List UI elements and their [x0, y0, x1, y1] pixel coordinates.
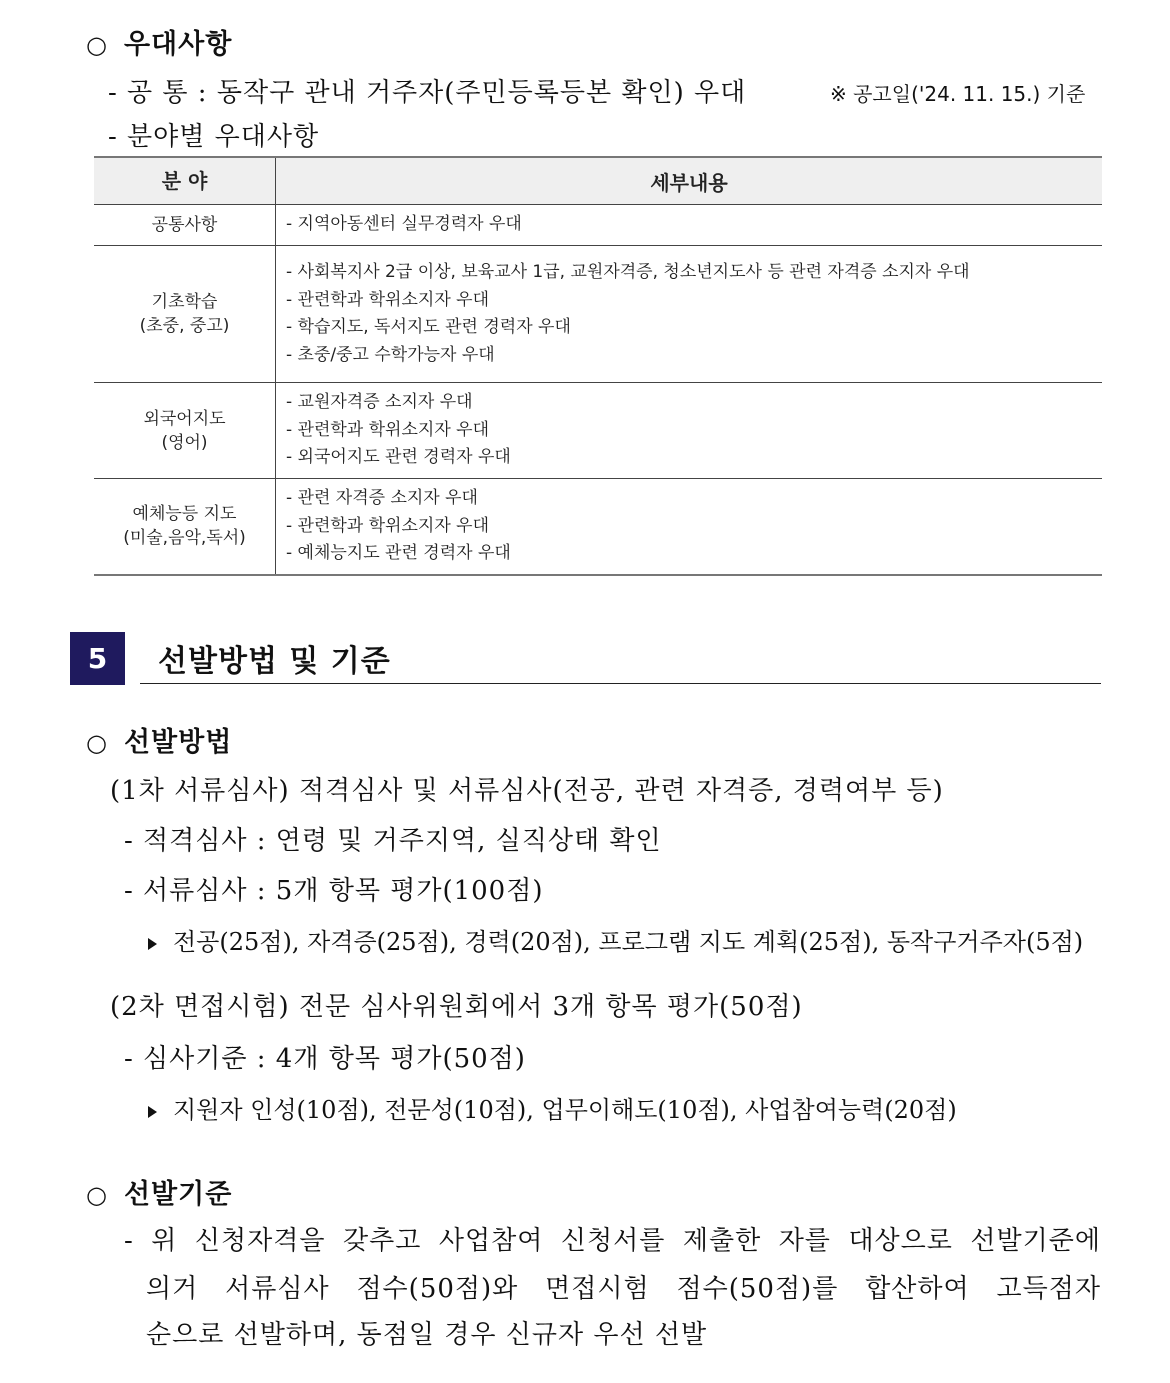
stage2-item: - 심사기준 : 4개 항목 평가(50점) [124, 1044, 526, 1074]
header-details: 세부내용 [276, 157, 1103, 205]
stage1-line: (1차 서류심사) 적격심사 및 서류심사(전공, 관련 자격증, 경력여부 등) [110, 776, 944, 806]
by-field-line: - 분야별 우대사항 [108, 122, 320, 152]
field-sublabel: (미술,음악,독서) [123, 528, 246, 549]
section-divider [140, 683, 1101, 684]
detail-line: - 관련학과 학위소지자 우대 [286, 419, 489, 440]
common-preference-note: ※ 공고일('24. 11. 15.) 기준 [830, 82, 1086, 106]
circle-bullet-icon: ○ [86, 729, 108, 757]
detail-line: - 예체능지도 관련 경력자 우대 [286, 543, 511, 563]
triangle-bullet-icon [148, 1106, 157, 1118]
criteria-line: 순으로 선발하며, 동점일 경우 신규자 우선 선발 [146, 1320, 708, 1350]
method-heading [86, 720, 232, 759]
common-preference-text: - 공 통 : 동작구 관내 거주자(주민등록등본 확인) 우대 [108, 78, 747, 108]
stage2-detail-text: 지원자 인성(10점), 전문성(10점), 업무이해도(10점), 사업참여능력(20점) [173, 1096, 957, 1124]
field-cell [94, 205, 276, 246]
detail-line: - 관련 자격증 소지자 우대 [286, 488, 478, 508]
field-label: 기초학습 [151, 292, 218, 312]
field-cell [94, 383, 276, 479]
table-row [94, 246, 1102, 383]
field-sublabel: (초중, 중고) [139, 316, 230, 336]
field-sublabel: (영어) [161, 432, 208, 453]
stage1-detail [148, 922, 1083, 957]
common-preference-line [108, 72, 746, 109]
stage1-item: - 적격심사 : 연령 및 거주지역, 실직상태 확인 [124, 826, 662, 856]
criteria-line: 의거 서류심사 점수(50점)와 면접시험 점수(50점)를 합산하여 고득점자 [146, 1274, 1101, 1304]
detail-line: - 교원자격증 소지자 우대 [286, 392, 473, 413]
detail-line: - 외국어지도 관련 경력자 우대 [286, 447, 511, 468]
detail-line: - 지역아동센터 실무경력자 우대 [286, 214, 522, 235]
table-row [94, 383, 1102, 479]
preferences-table [94, 156, 1102, 576]
triangle-bullet-icon [148, 938, 157, 950]
field-label: 예체능등 지도 [132, 504, 237, 525]
details-cell [276, 479, 1103, 575]
stage1-detail-text: 전공(25점), 자격증(25점), 경력(20점), 프로그램 지도 계획(25점), 동작구거주자(5점) [173, 928, 1084, 956]
details-cell [276, 383, 1103, 479]
details-cell [276, 205, 1103, 246]
field-cell [94, 479, 276, 575]
detail-line: - 학습지도, 독서지도 관련 경력자 우대 [286, 317, 571, 337]
stage2-line: (2차 면접시험) 전문 심사위원회에서 3개 항목 평가(50점) [110, 992, 803, 1022]
preferences-heading-text: 우대사항 [123, 29, 233, 60]
criteria-heading [86, 1172, 232, 1211]
circle-bullet-icon: ○ [86, 31, 108, 59]
table-header-row [94, 157, 1102, 205]
section-title: 선발방법 및 기준 [158, 644, 391, 679]
stage1-item: - 서류심사 : 5개 항목 평가(100점) [124, 876, 544, 906]
stage2-detail [148, 1090, 957, 1125]
details-cell [276, 246, 1103, 383]
detail-line: - 초중/중고 수학가능자 우대 [286, 344, 495, 365]
header-field: 분 야 [94, 157, 276, 205]
criteria-heading-text: 선발기준 [123, 1179, 233, 1210]
field-label: 외국어지도 [143, 408, 226, 429]
detail-line: - 사회복지사 2급 이상, 보육교사 1급, 교원자격증, 청소년지도사 등 관련 자격증 소지자 우대 [286, 262, 970, 282]
detail-line: - 관련학과 학위소지자 우대 [286, 515, 489, 536]
preferences-heading [86, 22, 232, 61]
field-cell [94, 246, 276, 383]
circle-bullet-icon: ○ [86, 1181, 108, 1209]
section-number-badge: 5 [70, 632, 125, 685]
table-row [94, 479, 1102, 575]
table-row [94, 205, 1102, 246]
detail-line: - 관련학과 학위소지자 우대 [286, 289, 489, 310]
method-heading-text: 선발방법 [123, 727, 233, 758]
criteria-line: - 위 신청자격을 갖추고 사업참여 신청서를 제출한 자를 대상으로 선발기준에 [124, 1226, 1101, 1256]
field-label: 공통사항 [151, 215, 218, 235]
